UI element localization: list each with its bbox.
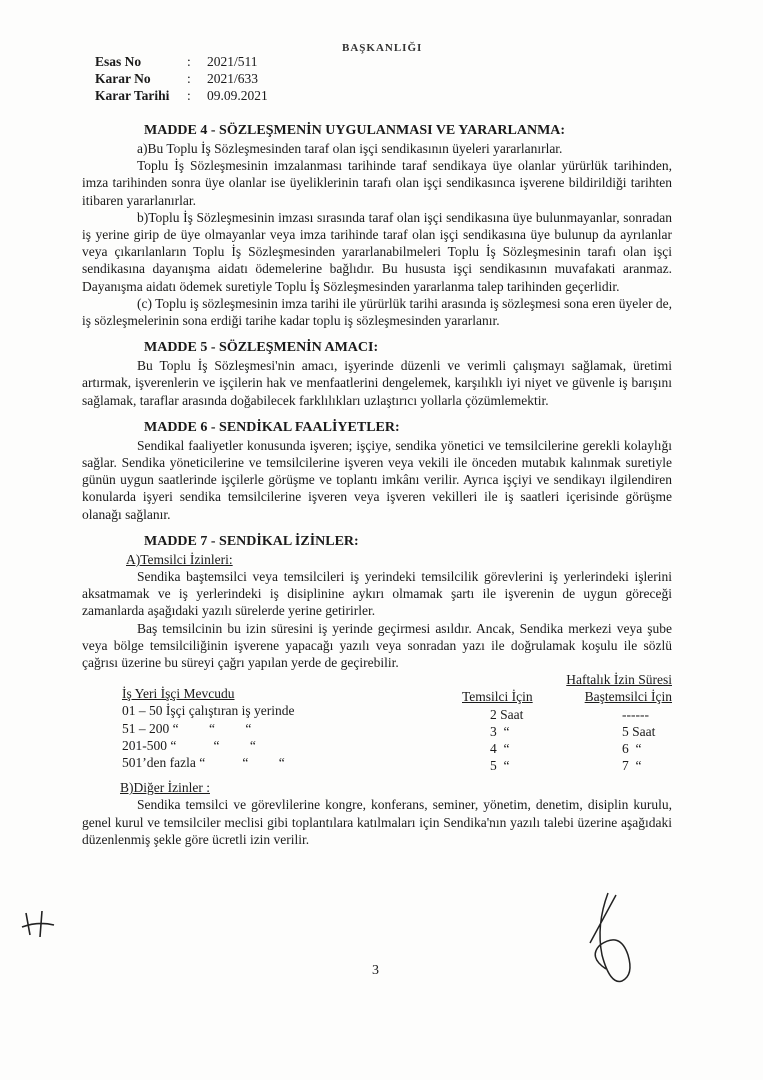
col1-cell: 2 Saat (490, 706, 524, 722)
meta-row-karar (95, 70, 268, 87)
leave-table-right (462, 671, 672, 774)
col2-header: Baştemsilci İçin (584, 689, 672, 705)
col1-cell: 5 “ (490, 758, 510, 774)
col2-cell: 6 “ (622, 741, 642, 757)
header-fragment: BAŞKANLIĞI (342, 42, 423, 54)
leave-table (82, 671, 672, 779)
meta-key: Esas No (95, 54, 142, 69)
madde-4-p4: (c) Toplu iş sözleşmesinin imza tarihi ile yürürlük tarihi arasında iş sözleşmesi sona eren üyeler de, iş sözleşmelerinin sona erdiği tarihe kadar toplu iş sözleşmesinden yararlanır. (82, 295, 672, 329)
page-number: 3 (372, 963, 379, 978)
meta-sep: : (187, 88, 191, 103)
madde-6-title: MADDE 6 - SENDİKAL FAALİYETLER: (144, 419, 400, 435)
left-row: 01 – 50 İşçi çalıştıran iş yerinde (122, 703, 295, 719)
initial-signature-icon (18, 905, 58, 945)
madde-7-p1: Sendika baştemsilci veya temsilcileri iş yerindeki temsilcilik görevlerini iş yerlerindeki işlerini aksatmamak ve iş yerlerindeki iş disiplinine aykırı olmamak şartı ile işverenin de uygun göreceği zamanlarda aşağıdaki yazılı sürelerde yerine getirirler. (82, 569, 672, 619)
meta-value: 2021/633 (207, 71, 259, 86)
madde-4-p1: a)Bu Toplu İş Sözleşmesinden taraf olan işçi sendikasının üyeleri yararlanırlar. (137, 141, 563, 156)
madde-7-p3: Sendika temsilci ve görevlilerine kongre, konferans, seminer, yönetim, denetim, disiplin kurulu, genel kurul ve temsilciler meclisi gibi toplantılara katılmaları için Sendika'nın yazılı talebi üzerine aşağıdaki düzenlenmiş şekle göre ücretli izin verilir. (82, 797, 672, 847)
madde-4-title: MADDE 4 - SÖZLEŞMENİN UYGULANMASI VE YARARLANMA: (144, 123, 566, 138)
leave-table-left (122, 685, 294, 771)
left-row: 501’den fazla “ “ “ (122, 755, 285, 771)
sub-b-label: B)Diğer İzinler : (120, 780, 210, 796)
sub-a-label: A)Temsilci İzinleri: (126, 551, 233, 567)
madde-4-p2: Toplu İş Sözleşmesinin imzalanması tarihinde taraf sendikaya üye olanlar yürürlük tarihinden, imza tarihinden sonra üye olanlar ise üyeliklerinin tarafı olan işçi sendikasınca işverene bildirildiği tarihten itibaren yararlanırlar. (82, 158, 672, 208)
document-body (82, 122, 672, 848)
signature-scribble-icon (560, 885, 650, 1010)
madde-7-p2: Baş temsilcinin bu izin süresini iş yerinde geçirmesi asıldır. Ancak, Sendika merkezi veya şube veya bölge temsilciliğinin işverene yapacağı yazılı veya sonradan yazı ile doğrulamak koşulu ile sözlü çağrısı üzerine bu süreyi çağrı yapılan yerde de geçirebilir. (82, 620, 672, 671)
madde-5-p1: Bu Toplu İş Sözleşmesi'nin amacı, işyerinde düzenli ve verimli çalışmayı sağlamak, üretimi artırmak, işverenlerin ve işçilerin hak ve menfaatlerini dengelemek, karşılıklı iyi niyet ve güvenle iş barışını sağlamak, taraflar arasında doğabilecek farklılıkları uzlaştırıcı yollarla çözümlemektir. (82, 358, 672, 408)
case-meta (95, 53, 268, 104)
col2-cell: 5 Saat (622, 723, 656, 739)
madde-4-p3: b)Toplu İş Sözleşmesinin imzası sırasında taraf olan işçi sendikasına üye bulunmayanlar, sonradan iş yerine girip de üye olmayanlar veya imza tarihinde taraf olan işçi sendikasına üye bulunup da ayrılanlar veya çıkarılanların Toplu İş Sözleşmesinden yararlanabilmeleri Toplu İş Sözleşmesinin tarafı olan işçi sendikasına dayanışma aidatı ödemelerine bağlıdır. Bu hususta işçi sendikasının muvafakati aranmaz. Dayanışma aidatı ödemek suretiyle Toplu İş Sözleşmesinden yararlanma talep tarihinden geçerlidir. (82, 209, 672, 294)
col1-cell: 4 “ (490, 741, 510, 757)
madde-6-p1: Sendikal faaliyetler konusunda işveren; işçiye, sendika yönetici ve temsilcilerine gerekli kolaylığı sağlar. Sendika yöneticilerine ve temsilcilerine işveren veya vekili ile önceden mutabık kalınmak suretiyle günün uygun saatlerinde işçilerle görüşme ve toplantı imkânı verilir. Ayrıca işçiyi ve sendikayı ilgilendiren konularda işyeri sendika temsilcilerine işveren veya işveren vekilleri ile iş saatleri içerisinde görüşme olanağı sağlanır. (82, 437, 672, 522)
col2-cell: ------ (622, 706, 649, 722)
meta-value: 2021/511 (207, 54, 258, 69)
madde-5-title: MADDE 5 - SÖZLEŞMENİN AMACI: (144, 340, 379, 356)
left-header: İş Yeri İşçi Mevcudu (122, 686, 235, 702)
meta-value: 09.09.2021 (207, 88, 268, 103)
col2-cell: 7 “ (622, 758, 642, 774)
right-header: Haftalık İzin Süresi (566, 672, 672, 688)
left-row: 201-500 “ “ “ (122, 737, 256, 753)
col1-header: Temsilci İçin (462, 689, 533, 705)
madde-7-sub-a (82, 551, 672, 568)
meta-row-tarih (95, 87, 268, 104)
madde-7-sub-b (82, 779, 672, 796)
meta-key: Karar Tarihi (95, 88, 170, 103)
col1-cell: 3 “ (490, 723, 510, 739)
meta-sep: : (187, 54, 191, 69)
left-row: 51 – 200 “ “ “ (122, 720, 252, 736)
madde-7-title: MADDE 7 - SENDİKAL İZİNLER: (144, 533, 359, 549)
meta-key: Karar No (95, 71, 151, 86)
meta-row-esas (95, 53, 268, 70)
meta-sep: : (187, 71, 191, 86)
